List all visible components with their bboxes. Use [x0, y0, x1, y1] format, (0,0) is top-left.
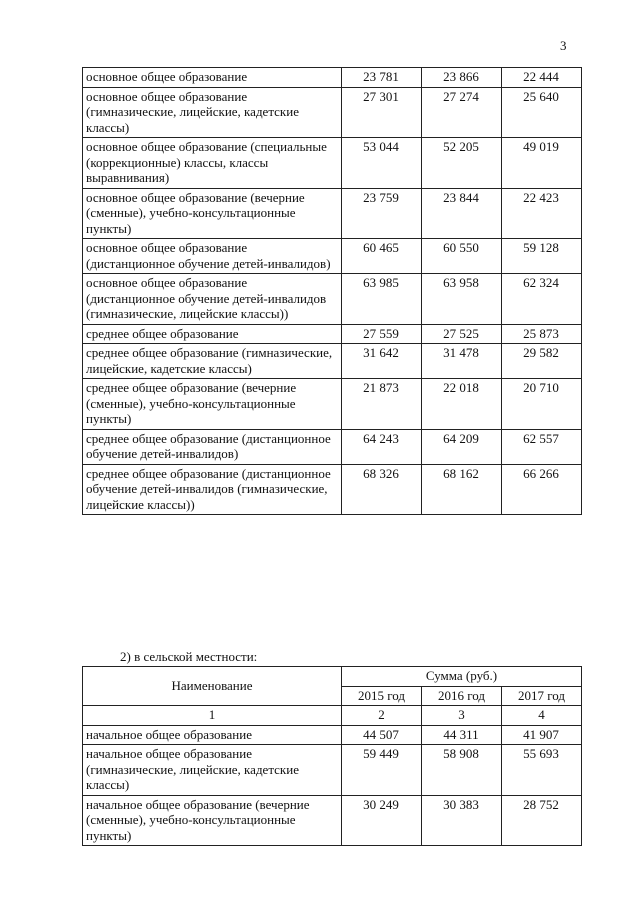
- table-row: [83, 68, 582, 88]
- value-2015-cell: 63 985: [342, 274, 422, 325]
- value-2016-cell: 60 550: [422, 239, 502, 274]
- value-2017-cell: 22 423: [502, 188, 582, 239]
- row-name-cell: основное общее образование (дистанционное обучение детей-инвалидов (гимназические, лицейские классы)): [83, 274, 342, 325]
- value-2016-cell: 22 018: [422, 379, 502, 430]
- column-number: 1: [83, 706, 342, 726]
- value-2016-cell: 23 844: [422, 188, 502, 239]
- header-year: 2016 год: [422, 686, 502, 706]
- value-2016-cell: 27 525: [422, 324, 502, 344]
- value-2015-cell: 30 249: [342, 795, 422, 846]
- value-2016-cell: 27 274: [422, 87, 502, 138]
- row-name-cell: среднее общее образование (гимназические, лицейские, кадетские классы): [83, 344, 342, 379]
- row-name-cell: среднее общее образование: [83, 324, 342, 344]
- value-2016-cell: 23 866: [422, 68, 502, 88]
- rural-section-caption: 2) в сельской местности:: [120, 649, 258, 664]
- value-2016-cell: 58 908: [422, 745, 502, 796]
- value-2017-cell: 28 752: [502, 795, 582, 846]
- value-2017-cell: 62 557: [502, 429, 582, 464]
- table-row: [83, 239, 582, 274]
- table-row: [83, 138, 582, 189]
- rural-cost-table: [82, 666, 582, 846]
- value-2015-cell: 27 559: [342, 324, 422, 344]
- table-row: [83, 725, 582, 745]
- value-2015-cell: 64 243: [342, 429, 422, 464]
- value-2017-cell: 25 873: [502, 324, 582, 344]
- row-name-cell: основное общее образование (вечерние (сменные), учебно-консультационные пункты): [83, 188, 342, 239]
- value-2017-cell: 59 128: [502, 239, 582, 274]
- value-2016-cell: 44 311: [422, 725, 502, 745]
- table-row: [83, 795, 582, 846]
- value-2017-cell: 55 693: [502, 745, 582, 796]
- header-name: Наименование: [83, 667, 342, 706]
- header-row: [83, 667, 582, 687]
- table-row: [83, 745, 582, 796]
- table-row: [83, 274, 582, 325]
- value-2017-cell: 29 582: [502, 344, 582, 379]
- value-2017-cell: 20 710: [502, 379, 582, 430]
- value-2017-cell: 25 640: [502, 87, 582, 138]
- row-name-cell: начальное общее образование (гимназические, лицейские, кадетские классы): [83, 745, 342, 796]
- value-2016-cell: 31 478: [422, 344, 502, 379]
- row-name-cell: основное общее образование (дистанционное обучение детей-инвалидов): [83, 239, 342, 274]
- column-number: 4: [502, 706, 582, 726]
- table-row: [83, 324, 582, 344]
- row-name-cell: среднее общее образование (дистанционное обучение детей-инвалидов): [83, 429, 342, 464]
- value-2015-cell: 31 642: [342, 344, 422, 379]
- value-2017-cell: 41 907: [502, 725, 582, 745]
- value-2015-cell: 23 759: [342, 188, 422, 239]
- value-2017-cell: 62 324: [502, 274, 582, 325]
- header-sum: Сумма (руб.): [342, 667, 582, 687]
- value-2015-cell: 27 301: [342, 87, 422, 138]
- value-2015-cell: 21 873: [342, 379, 422, 430]
- column-numbers-row: [83, 706, 582, 726]
- value-2015-cell: 44 507: [342, 725, 422, 745]
- table-row: [83, 379, 582, 430]
- value-2015-cell: 59 449: [342, 745, 422, 796]
- header-year: 2015 год: [342, 686, 422, 706]
- row-name-cell: начальное общее образование (вечерние (сменные), учебно-консультационные пункты): [83, 795, 342, 846]
- value-2017-cell: 66 266: [502, 464, 582, 515]
- table-row: [83, 87, 582, 138]
- page-number: 3: [560, 38, 567, 53]
- value-2015-cell: 60 465: [342, 239, 422, 274]
- rural-cost-table-body: [83, 725, 582, 846]
- value-2016-cell: 30 383: [422, 795, 502, 846]
- value-2017-cell: 49 019: [502, 138, 582, 189]
- table-row: [83, 344, 582, 379]
- row-name-cell: начальное общее образование: [83, 725, 342, 745]
- row-name-cell: основное общее образование: [83, 68, 342, 88]
- row-name-cell: среднее общее образование (дистанционное обучение детей-инвалидов (гимназические, лицейские классы)): [83, 464, 342, 515]
- table-row: [83, 464, 582, 515]
- table-row: [83, 429, 582, 464]
- value-2017-cell: 22 444: [502, 68, 582, 88]
- row-name-cell: среднее общее образование (вечерние (сменные), учебно-консультационные пункты): [83, 379, 342, 430]
- value-2015-cell: 68 326: [342, 464, 422, 515]
- value-2016-cell: 63 958: [422, 274, 502, 325]
- row-name-cell: основное общее образование (гимназические, лицейские, кадетские классы): [83, 87, 342, 138]
- value-2016-cell: 68 162: [422, 464, 502, 515]
- header-year: 2017 год: [502, 686, 582, 706]
- column-number: 2: [342, 706, 422, 726]
- table-row: [83, 188, 582, 239]
- value-2015-cell: 23 781: [342, 68, 422, 88]
- value-2016-cell: 52 205: [422, 138, 502, 189]
- column-number: 3: [422, 706, 502, 726]
- urban-cost-table-body: [83, 68, 582, 515]
- row-name-cell: основное общее образование (специальные (коррекционные) классы, классы выравнивания): [83, 138, 342, 189]
- value-2016-cell: 64 209: [422, 429, 502, 464]
- value-2015-cell: 53 044: [342, 138, 422, 189]
- urban-cost-table: [82, 67, 582, 515]
